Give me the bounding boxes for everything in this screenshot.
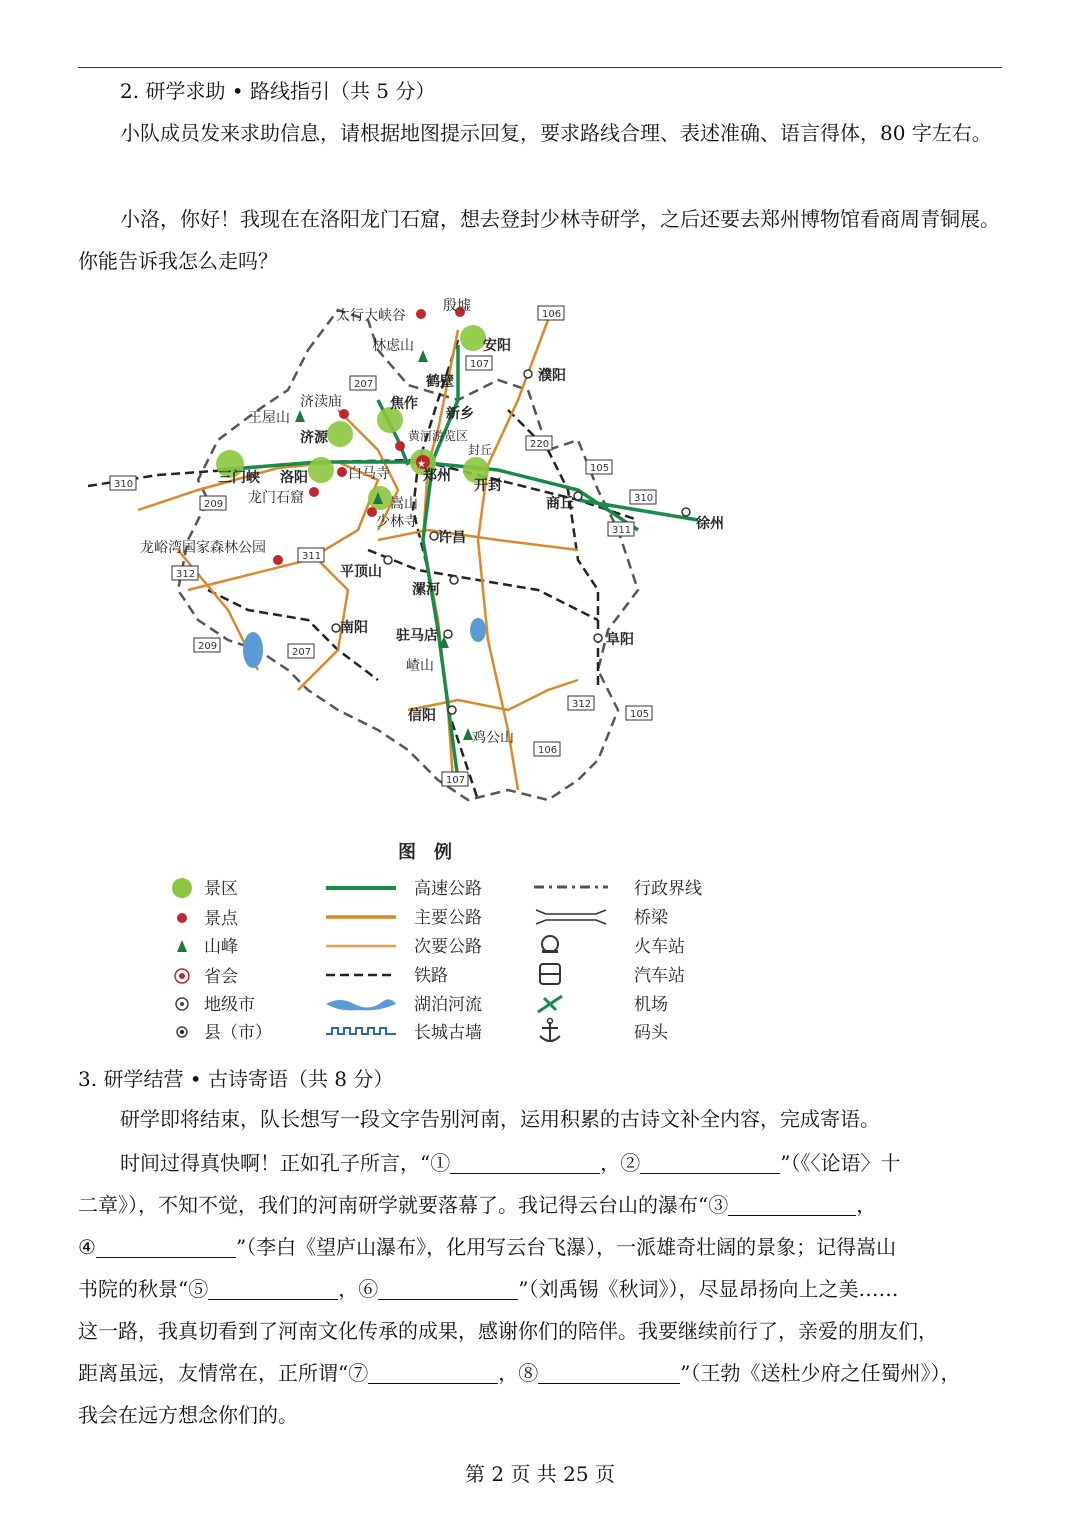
- legend-label: 山峰: [204, 937, 238, 957]
- road-209-tag: 209: [204, 499, 224, 510]
- label-jiaozuo: 焦作: [390, 396, 418, 412]
- legend-peak: [177, 937, 238, 957]
- legend-great-wall: [326, 1023, 482, 1043]
- label-shaolin: 少林寺: [376, 514, 418, 530]
- scenic-area-symbol: [172, 878, 192, 898]
- fill-line-2: [78, 1184, 1002, 1226]
- blank-2[interactable]: [640, 1151, 780, 1174]
- text-segment: 二章》），不知不觉，我们的河南研学就要落幕了。我记得云台山的瀑布“③: [78, 1193, 729, 1217]
- fill-line-1: [78, 1142, 1002, 1184]
- label-kaifeng: 开封: [474, 478, 502, 494]
- blank-8[interactable]: [538, 1361, 680, 1384]
- section2-message: 小洛，你好！我现在在洛阳龙门石窟，想去登封少林寺研学，之后还要去郑州博物馆看商周青铜展。你能告诉我怎么走吗？: [78, 207, 1000, 273]
- legend-main-road: [326, 908, 482, 928]
- label-longyuwan: 龙峪湾国家森林公园: [140, 540, 266, 556]
- label-shangqiu: 商丘: [546, 496, 574, 512]
- legend-label: 汽车站: [634, 966, 685, 986]
- xinyang-dot: [448, 706, 456, 714]
- label-baima: 白马寺: [348, 466, 390, 482]
- legend-label: 省会: [204, 967, 238, 987]
- fill-line-3: [78, 1226, 1002, 1268]
- road-105-tag: 105: [590, 463, 610, 474]
- puyang-dot: [524, 370, 532, 378]
- label-longmen: 龙门石窟: [248, 490, 304, 506]
- text-segment: ，②: [600, 1151, 641, 1175]
- label-songshan: 嵩山: [390, 496, 418, 512]
- header-rule: [78, 67, 1002, 68]
- legend-train-station: [542, 936, 685, 957]
- label-shanshan: 嵖山: [406, 658, 434, 674]
- longyuwan-spot: [273, 555, 283, 565]
- lake-1: [243, 632, 263, 668]
- label-jigongshan: 鸡公山: [472, 730, 514, 746]
- label-fuyang: 阜阳: [606, 632, 634, 648]
- blank-3[interactable]: [728, 1193, 856, 1216]
- label-fengqiu: 封丘: [468, 443, 493, 457]
- wangwu-peak: [295, 410, 305, 422]
- legend-label: 桥梁: [634, 908, 668, 928]
- legend-scenic-spot: [177, 909, 239, 929]
- label-xinxiang: 新乡: [446, 406, 474, 422]
- legend-label: 铁路: [414, 966, 448, 986]
- fill-line-4: [78, 1268, 1002, 1310]
- legend-provincial-capital: [175, 967, 238, 987]
- road-107-south-tag: 107: [446, 775, 466, 786]
- section2-heading: 2. 研学求助 • 路线指引（共 5 分）: [120, 79, 436, 103]
- section3-instruction: 研学即将结束，队长想写一段文字告别河南，运用积累的古诗文补全内容，完成寄语。: [120, 1107, 880, 1131]
- legend-prefecture-city: [176, 995, 255, 1015]
- legend-label: 湖泊河流: [414, 995, 482, 1015]
- legend-label: 码头: [634, 1023, 668, 1043]
- label-nanyang: 南阳: [340, 620, 368, 636]
- legend-railway: [326, 966, 448, 986]
- svg-text:★: ★: [417, 459, 426, 470]
- road-311-east-tag: 311: [612, 525, 632, 536]
- text-segment: ”（刘禹锡《秋词》），尽显昂扬向上之美……: [518, 1277, 899, 1301]
- lake-2: [470, 618, 486, 642]
- label-xuzhou: 徐州: [696, 516, 724, 532]
- road-106-tag: 106: [542, 309, 562, 320]
- peak-symbol: [177, 940, 187, 952]
- label-luoyang: 洛阳: [280, 470, 308, 486]
- label-xuchang: 许昌: [438, 530, 466, 546]
- label-hebi: 鹤壁: [426, 374, 454, 390]
- baima-spot: [337, 467, 347, 477]
- label-yinxu: 殷墟: [443, 298, 471, 314]
- text-segment: ”（《〈论语〉十: [780, 1151, 901, 1175]
- linlv-peak: [418, 350, 428, 362]
- taihang-spot: [416, 309, 426, 319]
- xuzhou-dot: [682, 508, 690, 516]
- road-310-east-tag: 310: [634, 493, 654, 504]
- legend-label: 次要公路: [414, 937, 482, 957]
- legend-label: 行政界线: [634, 879, 702, 899]
- text-segment: 距离虽远，友情常在，正所谓“⑦: [78, 1361, 369, 1385]
- legend-label: 长城古墙: [414, 1023, 482, 1043]
- legend-lake-river: [326, 995, 482, 1015]
- legend-label: 主要公路: [414, 908, 482, 928]
- legend-bridge: [536, 907, 669, 928]
- shangqiu-dot: [574, 492, 582, 500]
- road-312-tag: 312: [176, 569, 196, 580]
- fuyang-dot: [594, 634, 602, 642]
- fill-line-7: 我会在远方想念你们的。: [78, 1403, 298, 1427]
- legend-expressway: [326, 879, 482, 899]
- blank-6[interactable]: [378, 1277, 518, 1300]
- nanyang-dot: [332, 624, 340, 632]
- blank-1[interactable]: [450, 1151, 600, 1174]
- label-zhumadian: 驻马店: [396, 628, 438, 644]
- great-wall-symbol: [326, 1028, 396, 1034]
- jidu-temple-spot: [339, 409, 349, 419]
- legend-label: 高速公路: [414, 879, 482, 899]
- legend-label: 机场: [634, 995, 668, 1015]
- legend-title: 图 例: [398, 842, 452, 863]
- label-linlv: 林虑山: [372, 338, 414, 354]
- text-segment: ”（王勃《送杜少府之任蜀州》），: [680, 1361, 961, 1385]
- legend-label: 景点: [204, 909, 238, 929]
- legend-scenic-area: [172, 878, 238, 899]
- airport-symbol: [538, 996, 562, 1012]
- text-segment: ，: [856, 1193, 877, 1217]
- legend-label: 景区: [204, 879, 238, 899]
- legend-dock: [540, 1019, 669, 1044]
- label-jiyuan: 济源: [300, 430, 328, 446]
- label-pingdingshan: 平顶山: [340, 564, 382, 580]
- label-sanmenxia: 三门峡: [218, 470, 260, 486]
- label-huanghe: 黄河游览区: [408, 429, 469, 443]
- label-puyang: 濮阳: [538, 368, 566, 384]
- road-310-tag: 310: [114, 479, 134, 490]
- lake-symbol: [326, 999, 396, 1010]
- legend-label: 火车站: [634, 937, 685, 957]
- anchor-symbol: [540, 1022, 560, 1042]
- text-segment: ④: [78, 1235, 96, 1259]
- section3-heading: 3. 研学结营 • 古诗寄语（共 8 分）: [78, 1067, 394, 1091]
- road-107-tag: 107: [470, 359, 490, 370]
- legend-label: 地级市: [204, 995, 255, 1015]
- longmen-spot: [309, 487, 319, 497]
- road-220-tag: 220: [530, 439, 550, 450]
- legend-admin-boundary: [534, 879, 702, 899]
- text-segment: ，⑧: [498, 1361, 539, 1385]
- train-station-symbol: [542, 936, 558, 952]
- place-labels: [140, 297, 724, 746]
- road-106-south-tag: 106: [538, 745, 558, 756]
- label-xinyang: 信阳: [408, 708, 436, 724]
- page-footer: 第 2 页 共 25 页: [465, 1462, 615, 1486]
- pingdingshan-dot: [384, 556, 392, 564]
- road-209-south-tag: 209: [198, 641, 218, 652]
- bridge-symbol: [536, 910, 606, 924]
- text-segment: ，⑥: [338, 1277, 379, 1301]
- legend-secondary-road: [326, 937, 482, 957]
- fill-in-paragraph: [78, 1142, 1002, 1436]
- henan-map: [78, 290, 758, 1050]
- road-207-south-tag: 207: [292, 647, 312, 658]
- zhumadian-dot: [444, 630, 452, 638]
- fill-line-5: 这一路，我真切看到了河南文化传承的成果，感谢你们的陪伴。我要继续前行了，亲爱的朋友们，: [78, 1319, 938, 1343]
- road-312-east-tag: 312: [572, 699, 592, 710]
- road-105-south-tag: 105: [630, 709, 650, 720]
- map-legend: [172, 841, 702, 1043]
- label-taihang: 太行大峡谷: [336, 308, 406, 324]
- section2-instruction: 小队成员发来求助信息，请根据地图提示回复，要求路线合理、表述准确、语言得体，80 字左右。: [120, 121, 992, 145]
- luoyang-scenic: [308, 457, 334, 483]
- label-wangwu: 王屋山: [248, 410, 290, 426]
- xuchang-dot: [430, 532, 438, 540]
- legend-label: 县（市）: [204, 1023, 272, 1043]
- label-anyang: 安阳: [483, 338, 511, 354]
- road-207-tag: 207: [354, 379, 374, 390]
- text-segment: 时间过得真快啊！正如孔子所言，“①: [120, 1151, 451, 1175]
- text-segment: ”（李白《望庐山瀑布》，化用写云台飞瀑），一派雄奇壮阔的景象；记得嵩山: [235, 1235, 897, 1259]
- jiyuan-scenic: [327, 421, 353, 447]
- scenic-spot-symbol: [177, 913, 187, 923]
- luohe-dot: [450, 576, 458, 584]
- blank-5[interactable]: [208, 1277, 338, 1300]
- fill-line-6: [78, 1352, 1002, 1394]
- label-zhengzhou: 郑州: [423, 468, 451, 484]
- label-jiyuan-gong: 济渎庙: [300, 394, 342, 410]
- road-311-tag: 311: [302, 551, 322, 562]
- legend-bus-station: [540, 964, 685, 986]
- legend-county: [177, 1023, 272, 1043]
- blank-4[interactable]: [96, 1235, 236, 1258]
- text-segment: 书院的秋景“⑤: [78, 1277, 209, 1301]
- legend-airport: [538, 995, 668, 1015]
- blank-7[interactable]: [368, 1361, 498, 1384]
- label-luohe: 漯河: [412, 582, 440, 598]
- huanghe-spot: [395, 441, 405, 451]
